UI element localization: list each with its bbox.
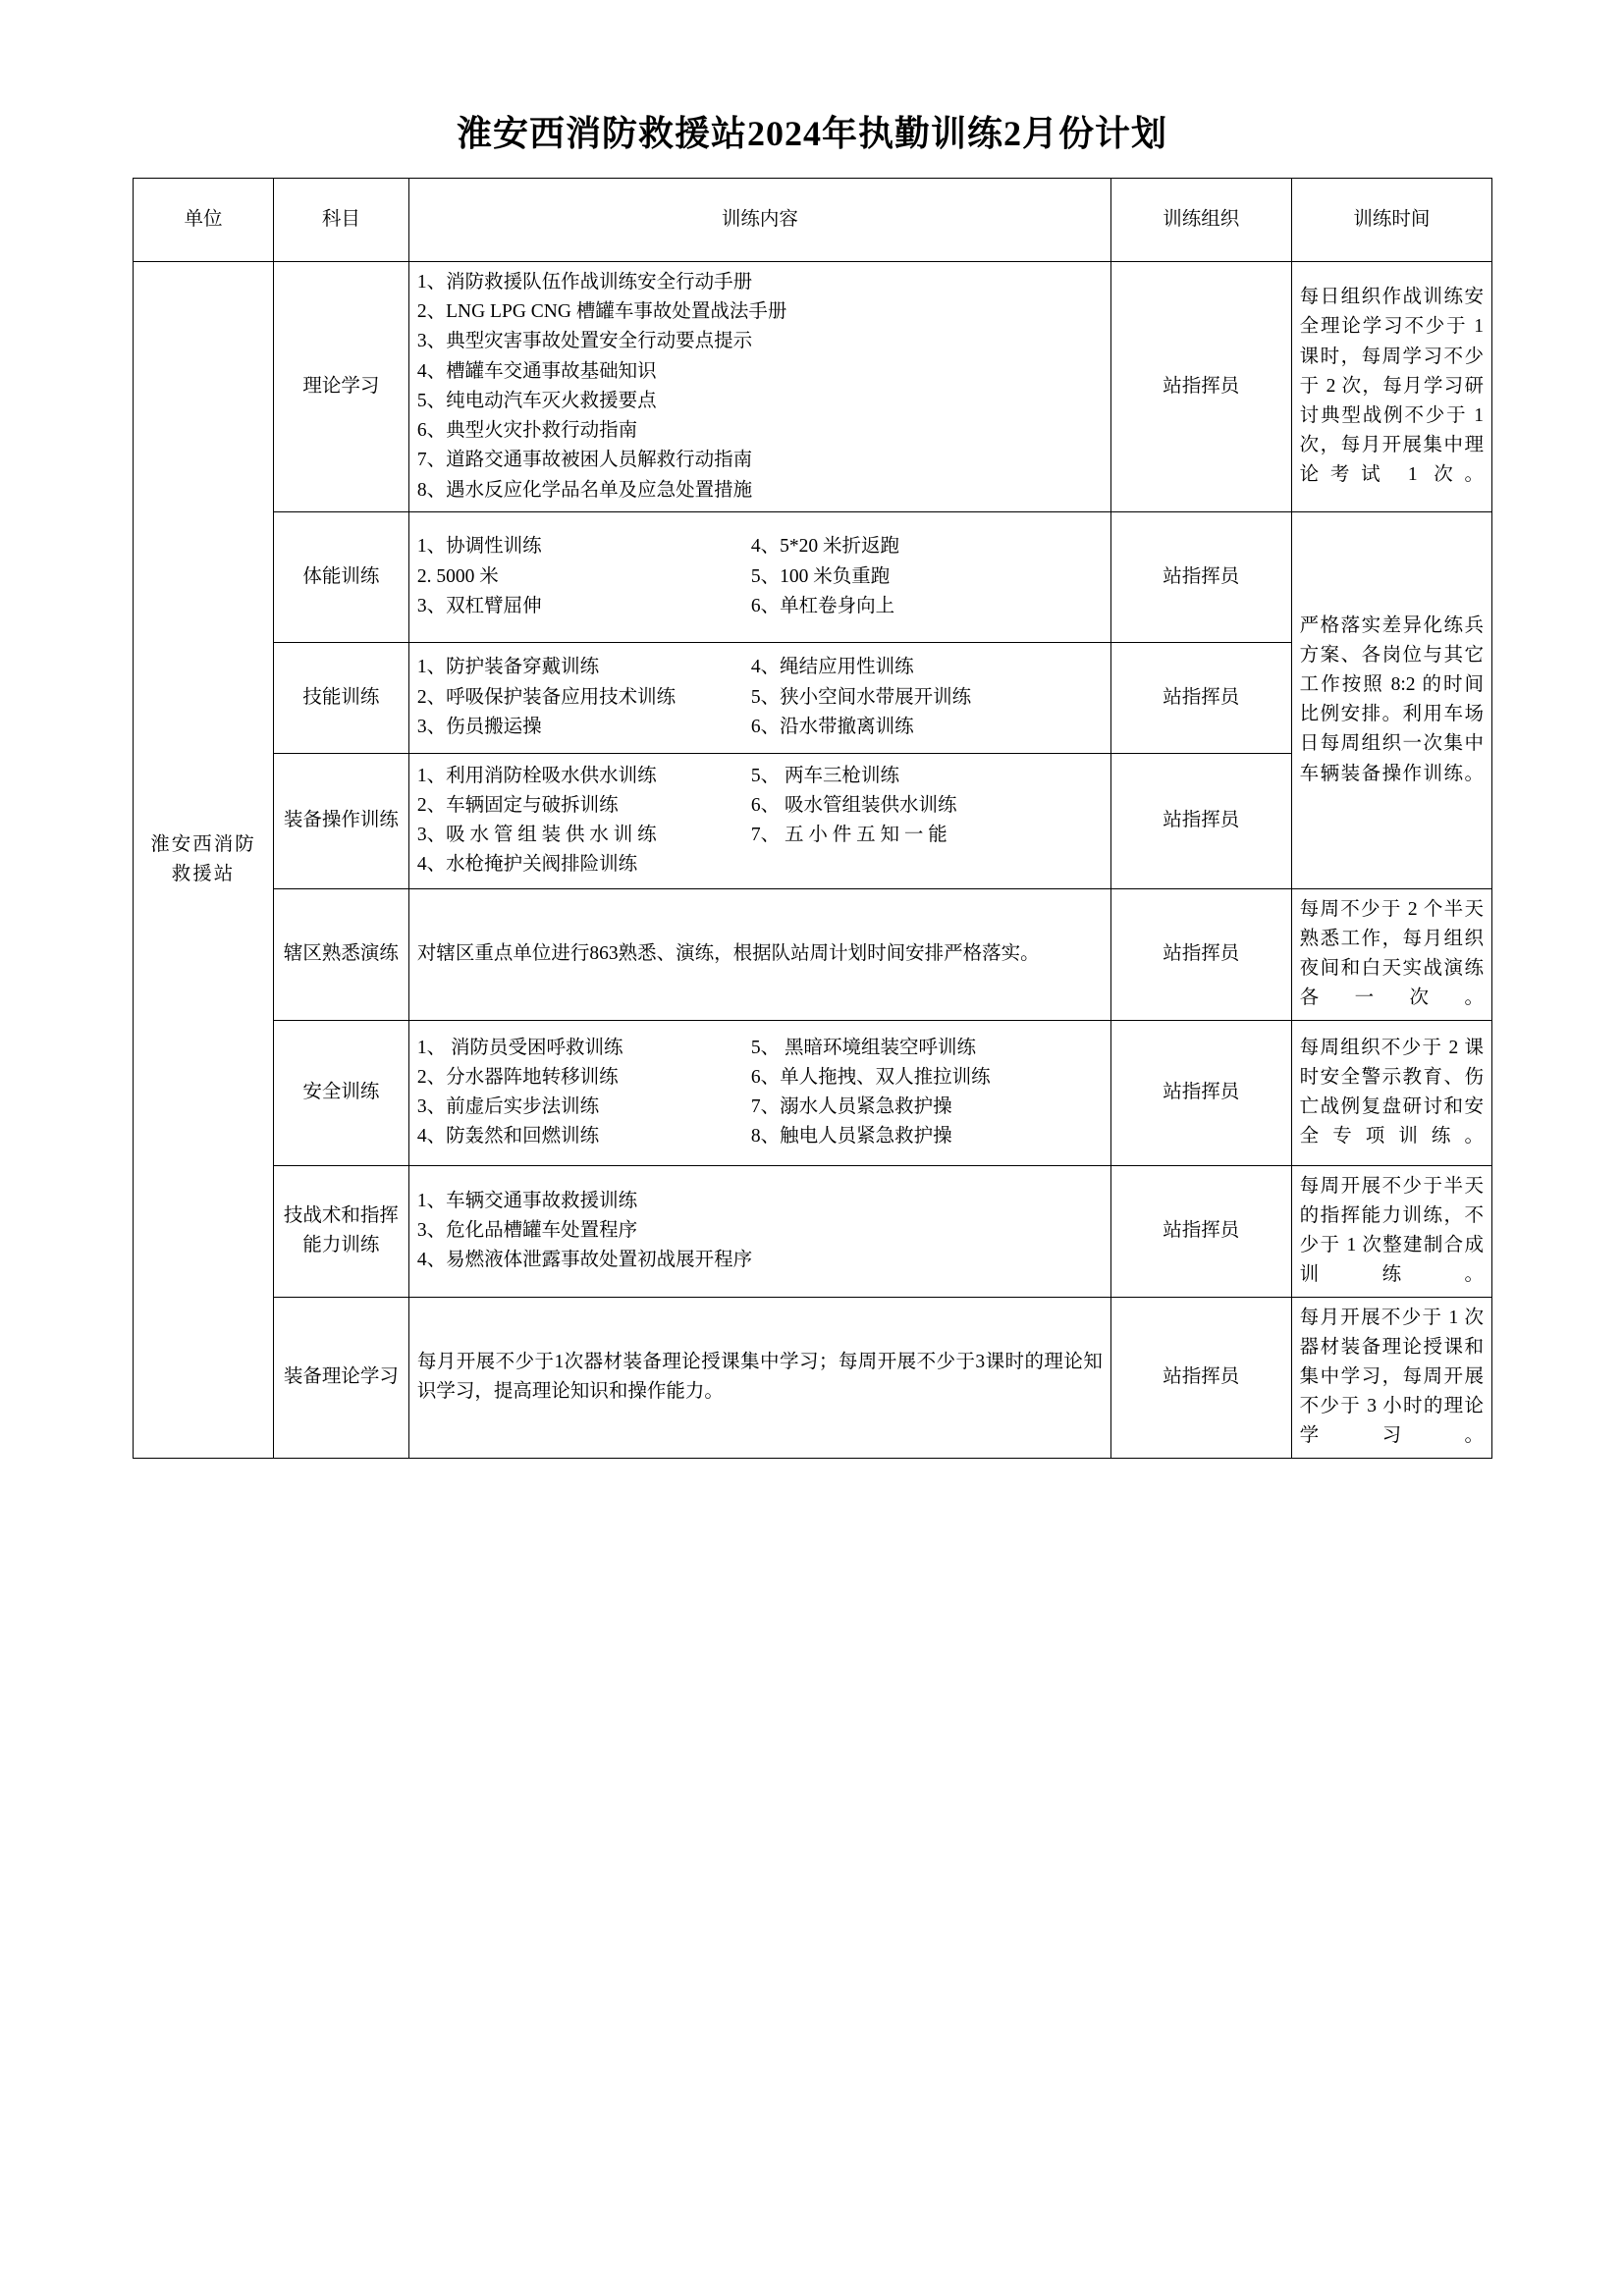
subject-cell: 体能训练 [273,511,408,642]
header-subject: 科目 [273,179,408,262]
content-item: 5、狭小空间水带展开训练 [750,686,972,708]
table-row [134,1020,1492,1165]
header-organization: 训练组织 [1110,179,1291,262]
content-cell [408,1165,1110,1297]
content-item: 2、分水器阵地转移训练 [416,1066,619,1088]
content-item: 4、绳结应用性训练 [750,657,914,678]
content-item: 6、 吸水管组装供水训练 [750,795,957,817]
organization-cell: 站指挥员 [1110,511,1291,642]
organization-cell: 站指挥员 [1110,262,1291,512]
header-time: 训练时间 [1291,179,1491,262]
content-cell: 对辖区重点单位进行863熟悉、演练，根据队站周计划时间安排严格落实。 [408,888,1110,1020]
content-line: 1、车辆交通事故救援训练 [416,1190,638,1211]
header-content: 训练内容 [408,179,1110,262]
content-line [417,592,1103,621]
table-row [134,262,1492,512]
time-cell: 严格落实差异化练兵方案、各岗位与其它工作按照 8:2 的时间比例安排。利用车场日每周组织一次集中车辆装备操作训练。 [1291,511,1491,888]
subject-cell: 装备理论学习 [273,1297,408,1458]
training-plan-table [133,178,1492,1459]
organization-cell: 站指挥员 [1110,1020,1291,1165]
content-line: 6、典型火灾扑救行动指南 [416,420,638,442]
content-item: 4、水枪掩护关阀排险训练 [416,854,638,876]
organization-cell: 站指挥员 [1110,1297,1291,1458]
content-item: 1、利用消防栓吸水供水训练 [416,765,657,786]
content-item: 7、 五 小 件 五 知 一 能 [750,825,947,846]
content-line [417,1063,1103,1093]
organization-cell: 站指挥员 [1110,642,1291,753]
content-cell [408,753,1110,888]
content-line [417,791,1103,821]
organization-cell: 站指挥员 [1110,888,1291,1020]
subject-cell: 技战术和指挥能力训练 [273,1165,408,1297]
table-row [134,888,1492,1020]
content-line [417,821,1103,850]
content-item: 6、单杠卷身向上 [750,595,895,616]
table-row [134,642,1492,753]
table-header [134,179,1492,262]
table-row [134,753,1492,888]
subject-cell: 理论学习 [273,262,408,512]
time-cell: 每周组织不少于 2 课时安全警示教育、伤亡战例复盘研讨和安全专项训练。 [1291,1020,1491,1165]
table-body [134,262,1492,1459]
table-header-row [134,179,1492,262]
content-item: 2、呼吸保护装备应用技术训练 [416,686,677,708]
content-item: 2. 5000 米 [416,565,499,587]
subject-cell: 辖区熟悉演练 [273,888,408,1020]
content-item: 5、 两车三枪训练 [750,765,899,786]
content-line [417,1122,1103,1151]
content-item: 6、单人拖拽、双人推拉训练 [750,1066,991,1088]
organization-cell: 站指挥员 [1110,753,1291,888]
content-line: 4、易燃液体泄露事故处置初战展开程序 [416,1250,753,1271]
content-cell [408,262,1110,512]
subject-cell: 安全训练 [273,1020,408,1165]
content-item [751,850,1103,880]
content-line [417,713,1103,742]
content-cell [408,511,1110,642]
content-line: 2、LNG LPG CNG 槽罐车事故处置战法手册 [416,301,787,323]
content-cell [408,642,1110,753]
content-line: 3、危化品槽罐车处置程序 [416,1219,638,1241]
subject-cell: 技能训练 [273,642,408,753]
subject-cell: 装备操作训练 [273,753,408,888]
content-line: 7、道路交通事故被困人员解救行动指南 [416,450,753,471]
content-item: 1、防护装备穿戴训练 [416,657,600,678]
header-unit: 单位 [134,179,274,262]
unit-label: 淮安西消防救援站 [150,833,256,884]
content-item: 4、防轰然和回燃训练 [416,1126,600,1148]
content-line [417,653,1103,682]
content-item: 7、溺水人员紧急救护操 [750,1096,952,1118]
table-row [134,1297,1492,1458]
content-line: 5、纯电动汽车灭火救援要点 [416,390,657,411]
content-item: 1、协调性训练 [416,536,542,558]
content-line [417,850,1103,880]
content-line [417,1034,1103,1063]
content-item: 1、 消防员受困呼救训练 [416,1037,623,1058]
content-item: 2、车辆固定与破拆训练 [416,795,619,817]
organization-cell: 站指挥员 [1110,1165,1291,1297]
page-title: 淮安西消防救援站2024年执勤训练2月份计划 [456,114,1167,153]
content-item: 5、100 米负重跑 [750,565,891,587]
content-item: 3、双杠臂屈伸 [416,595,542,616]
content-line: 3、典型灾害事故处置安全行动要点提示 [416,331,753,352]
content-item: 8、触电人员紧急救护操 [750,1126,952,1148]
content-line: 8、遇水反应化学品名单及应急处置措施 [416,479,753,501]
time-cell: 每日组织作战训练安全理论学习不少于 1 课时，每周学习不少于 2 次，每月学习研讨典型战例不少于 1 次，每月开展集中理论考试 1 次。 [1291,262,1491,512]
content-item: 6、沿水带撤离训练 [750,716,914,737]
time-cell: 每周不少于 2 个半天熟悉工作，每月组织夜间和白天实战演练各一次。 [1291,888,1491,1020]
content-cell: 每月开展不少于1次器材装备理论授课集中学习；每周开展不少于3课时的理论知识学习，提高理论知识和操作能力。 [408,1297,1110,1458]
content-item: 3、前虚后实步法训练 [416,1096,600,1118]
content-item: 4、5*20 米折返跑 [750,536,899,558]
content-item: 3、伤员搬运操 [416,716,542,737]
content-line [417,683,1103,713]
content-line: 1、消防救援队伍作战训练安全行动手册 [416,272,753,293]
content-item: 3、吸 水 管 组 装 供 水 训 练 [416,825,657,846]
content-item: 5、 黑暗环境组装空呼训练 [750,1037,976,1058]
content-line [417,532,1103,561]
content-line [417,1093,1103,1122]
content-cell [408,1020,1110,1165]
time-cell: 每月开展不少于 1 次器材装备理论授课和集中学习，每周开展不少于 3 小时的理论学习。 [1291,1297,1491,1458]
time-cell: 每周开展不少于半天的指挥能力训练，不少于 1 次整建制合成训练。 [1291,1165,1491,1297]
content-line: 4、槽罐车交通事故基础知识 [416,360,657,382]
table-row [134,511,1492,642]
table-row [134,1165,1492,1297]
unit-cell [134,262,274,1459]
content-line [417,562,1103,592]
content-line [417,762,1103,791]
